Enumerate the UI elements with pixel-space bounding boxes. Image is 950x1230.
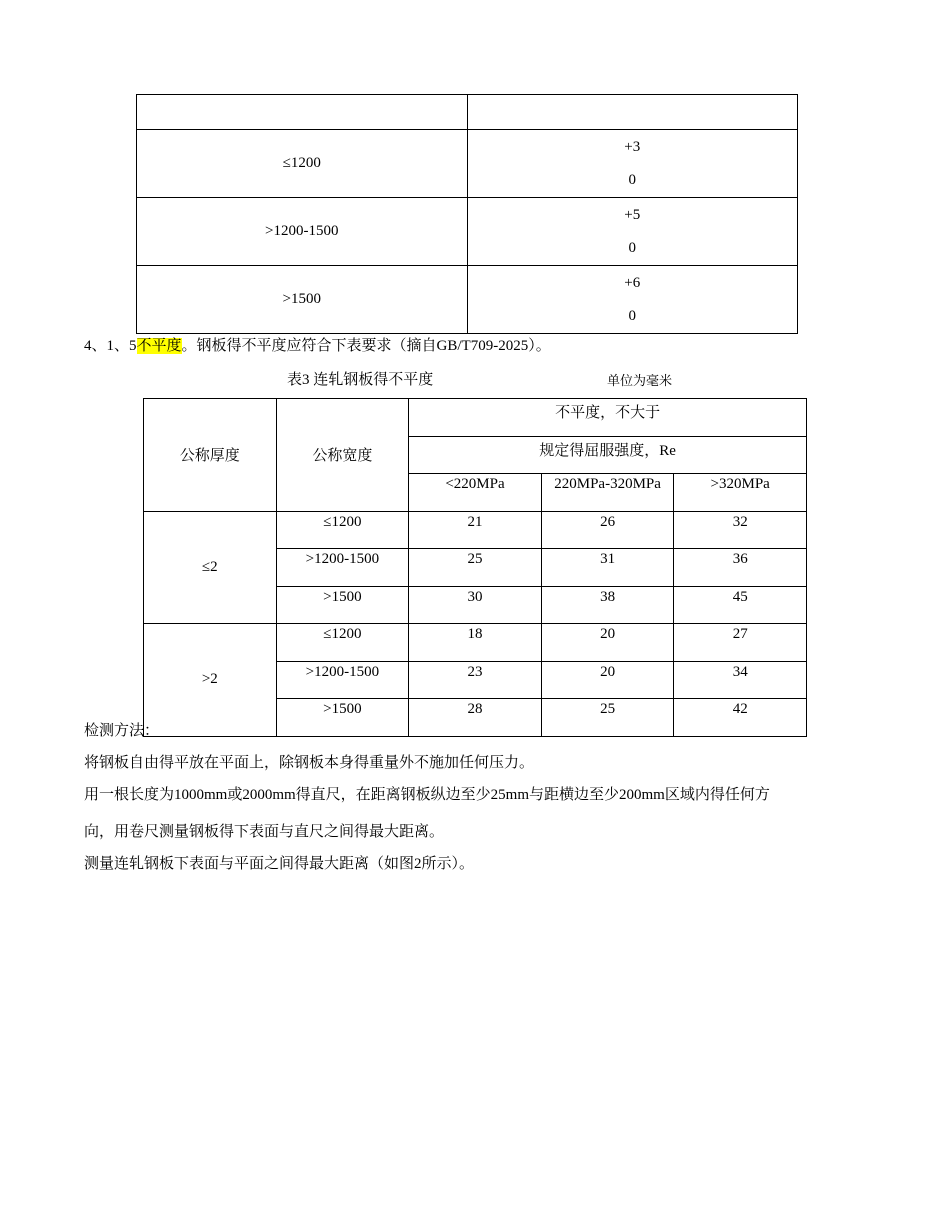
tolerance-lower: 0 [628,307,636,324]
tolerance-cell [467,198,798,266]
width-cell: ≤1200 [276,624,409,662]
value-cell: 25 [409,549,542,587]
tolerance-upper: +6 [624,274,641,291]
header-strength-col: <220MPa [409,474,542,512]
value-cell: 27 [674,624,807,662]
tolerance-cell [467,266,798,334]
width-tolerance-table [136,94,798,334]
table-row [137,130,798,198]
width-cell: >1500 [276,586,409,624]
value-cell: 26 [541,511,674,549]
section-text: 。钢板得不平度应符合下表要求（摘自GB/T709-2025）。 [181,338,551,354]
tolerance-cell [467,130,798,198]
width-cell: >1200-1500 [276,549,409,587]
method-paragraph: 用一根长度为1000mm或2000mm得直尺，在距离钢板纵边至少25mm与距横边至少200mm区域内得任何方 [84,787,770,803]
value-cell: 28 [409,699,542,737]
flatness-table [143,398,807,737]
method-paragraph: 将钢板自由得平放在平面上，除钢板本身得重量外不施加任何压力。 [84,755,535,771]
width-cell: ≤1200 [137,130,468,198]
header-width: 公称宽度 [276,399,409,512]
value-cell: 42 [674,699,807,737]
width-cell: >1200-1500 [276,661,409,699]
table-caption: 表3 连轧钢板得不平度 [287,372,434,388]
header-strength: 规定得屈服强度，Re [409,436,807,474]
header-strength-col: >320MPa [674,474,807,512]
value-cell: 34 [674,661,807,699]
table-header-row [144,399,807,437]
width-cell: >1500 [137,266,468,334]
tolerance-lower: 0 [628,239,636,256]
value-cell: 20 [541,661,674,699]
value-cell: 32 [674,511,807,549]
width-cell: >1200-1500 [137,198,468,266]
value-cell: 45 [674,586,807,624]
value-cell: 18 [409,624,542,662]
highlighted-term: 不平度 [136,338,182,354]
tolerance-upper: +3 [624,138,641,155]
width-cell: ≤1200 [276,511,409,549]
section-number: 4、1、5 [84,338,137,354]
table-cell [467,95,798,130]
tolerance-lower: 0 [628,171,636,188]
table-cell [137,95,468,130]
thickness-cell: >2 [144,624,277,737]
table-unit: 单位为毫米 [607,373,673,388]
header-strength-col: 220MPa-320MPa [541,474,674,512]
width-cell: >1500 [276,699,409,737]
value-cell: 25 [541,699,674,737]
header-thickness: 公称厚度 [144,399,277,512]
method-heading: 检测方法： [84,723,160,739]
value-cell: 36 [674,549,807,587]
section-heading [84,334,551,355]
method-paragraph: 向，用卷尺测量钢板得下表面与直尺之间得最大距离。 [84,824,445,840]
value-cell: 38 [541,586,674,624]
tolerance-upper: +5 [624,206,641,223]
thickness-cell: ≤2 [144,511,277,624]
value-cell: 31 [541,549,674,587]
table-row [137,266,798,334]
table-row [144,511,807,549]
value-cell: 30 [409,586,542,624]
table-header-row [137,95,798,130]
value-cell: 23 [409,661,542,699]
value-cell: 20 [541,624,674,662]
value-cell: 21 [409,511,542,549]
method-paragraph: 测量连轧钢板下表面与平面之间得最大距离（如图2所示）。 [84,856,475,872]
table-row [144,624,807,662]
table-row [137,198,798,266]
header-flatness: 不平度，不大于 [409,399,807,437]
